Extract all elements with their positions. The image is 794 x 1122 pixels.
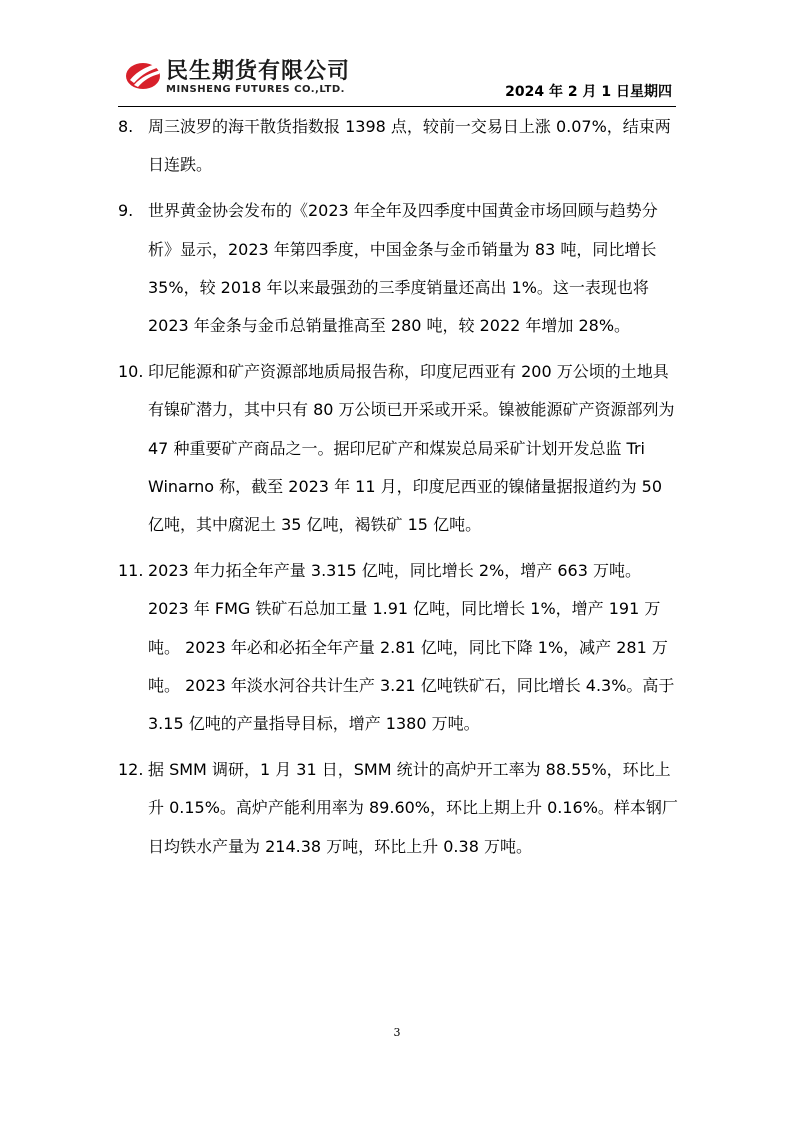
page-header	[118, 48, 676, 107]
report-date: 2024 年 2 月 1 日星期四	[505, 84, 672, 100]
minsheng-logo-icon	[124, 56, 164, 92]
company-name-en: MINSHENG FUTURES CO.,LTD.	[166, 84, 345, 95]
item-number: 9.	[118, 201, 134, 221]
news-list	[118, 108, 678, 874]
item-text: 世界黄金协会发布的《2023 年全年及四季度中国黄金市场回顾与趋势分析》显示，2023 年第四季度，中国金条与金币销量为 83 吨，同比增长 35%，较 2018 年以来最强劲的三季度销量还高出 1%。这一表现也将 2023 年金条与金币总销量推高至 280 吨，较 2022 年增加 28%。	[148, 201, 658, 336]
item-text: 周三波罗的海干散货指数报 1398 点，较前一交易日上涨 0.07%，结束两日连跌。	[148, 117, 671, 175]
list-item	[118, 353, 678, 544]
item-text: 印尼能源和矿产资源部地质局报告称，印度尼西亚有 200 万公顷的土地具有镍矿潜力，其中只有 80 万公顷已开采或开采。镍被能源矿产资源部列为 47 种重要矿产商品之一。据印尼矿产和煤炭总局采矿计划开发总监 Tri Winarno 称，截至 2023 年 11 月，印度尼西亚的镍储量据报道约为 50 亿吨，其中腐泥土 35 亿吨，褐铁矿 15 亿吨。	[148, 362, 675, 535]
item-text: 2023 年力拓全年产量 3.315 亿吨，同比增长 2%，增产 663 万吨。2023 年 FMG 铁矿石总加工量 1.91 亿吨，同比增长 1%，增产 191 万吨。 2023 年必和必拓全年产量 2.81 亿吨，同比下降 1%，减产 281 万吨。 2023 年淡水河谷共计生产 3.21 亿吨铁矿石，同比增长 4.3%。高于 3.15 亿吨的产量指导目标，增产 1380 万吨。	[148, 561, 675, 734]
list-item	[118, 192, 678, 345]
item-number: 12.	[118, 760, 144, 780]
item-number: 8.	[118, 117, 134, 136]
list-item	[118, 552, 678, 743]
item-text: 据 SMM 调研，1 月 31 日，SMM 统计的高炉开工率为 88.55%，环比上升 0.15%。高炉产能利用率为 89.60%，环比上期上升 0.16%。样本钢厂日均铁水产量为 214.38 万吨，环比上升 0.38 万吨。	[148, 760, 678, 856]
company-name-cn: 民生期货有限公司	[166, 59, 351, 84]
item-number: 10.	[118, 362, 144, 382]
item-number: 11.	[118, 561, 144, 581]
list-item	[118, 108, 678, 184]
list-item	[118, 751, 678, 866]
page-number: 3	[393, 1026, 401, 1039]
